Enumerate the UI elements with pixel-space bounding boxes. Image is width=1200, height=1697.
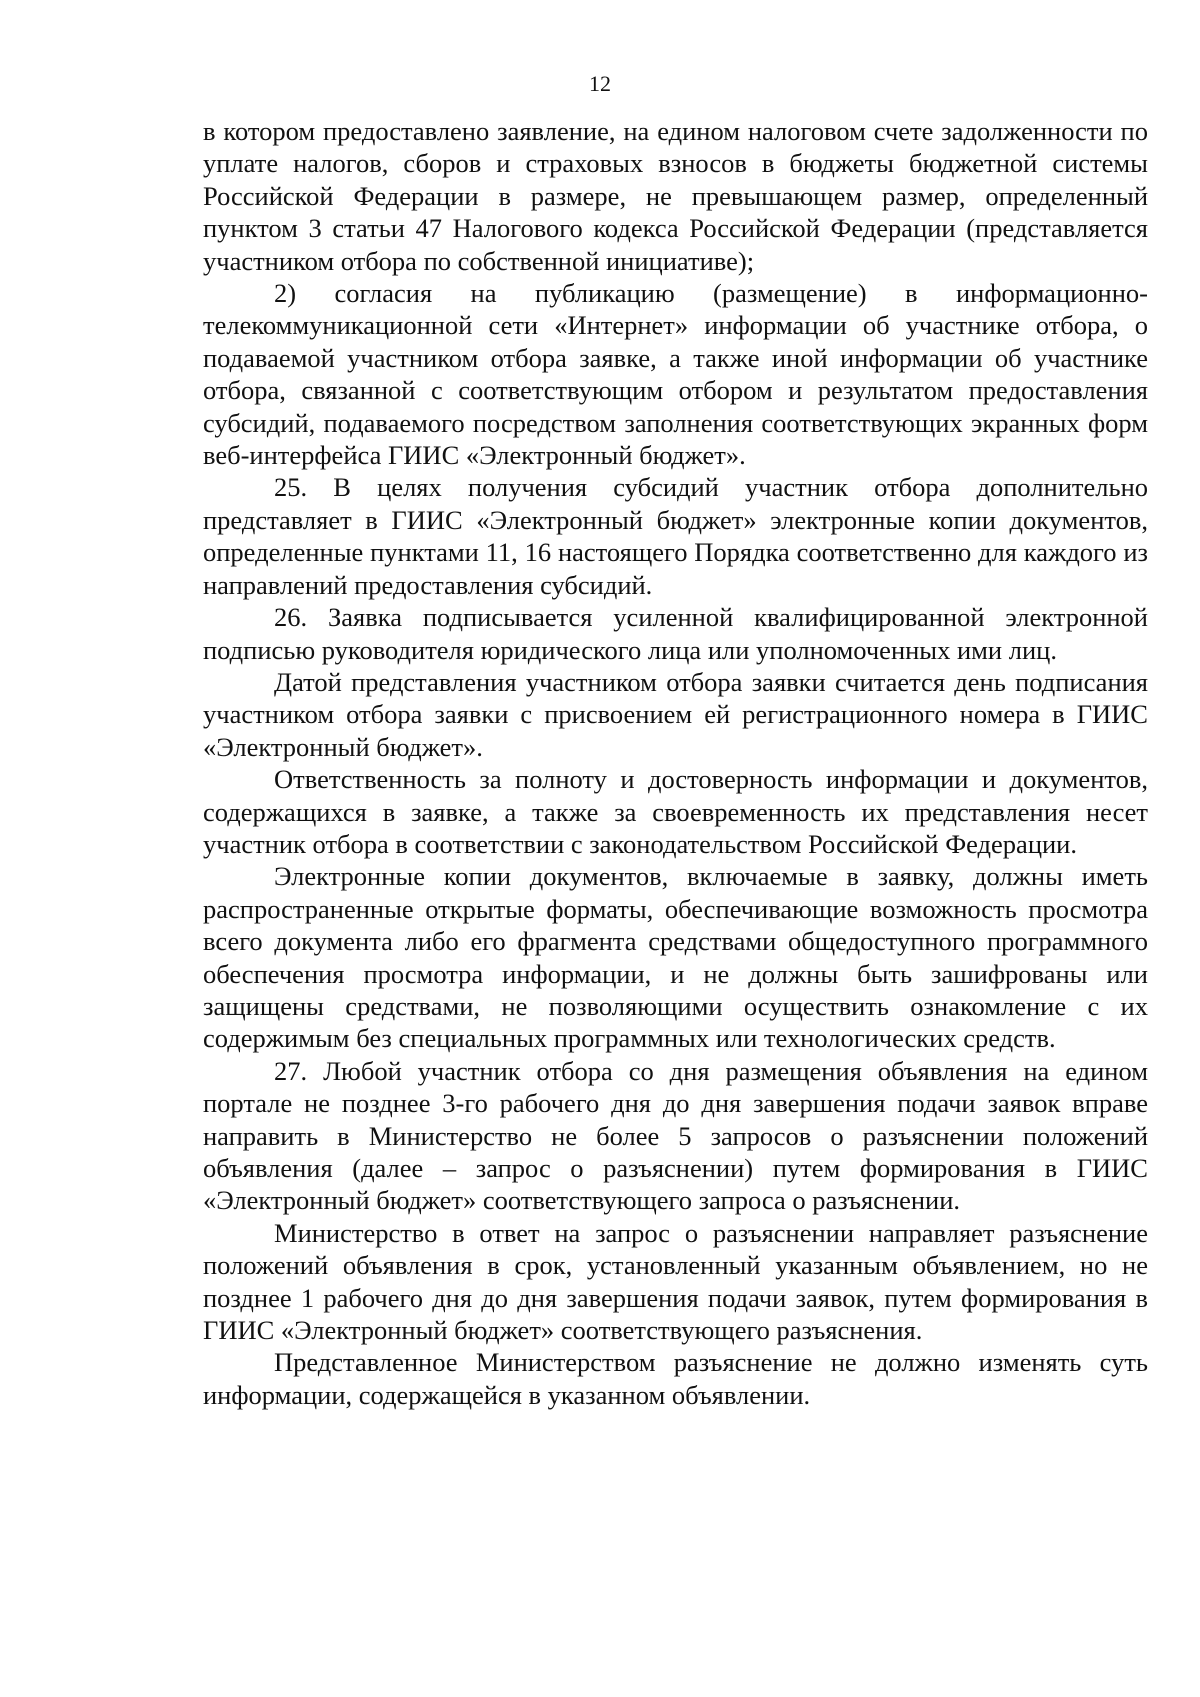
paragraph-electronic-copies: Электронные копии документов, включаемые в заявку, должны иметь распространенные открытые форматы, обеспечивающие возможность просмотра всего документа либо его фрагмента средствами общедоступного программного обеспечения просмотра информации, и не должны быть зашифрованы или защищены средствами, не позволяющими осуществить ознакомление с их содержимым без специальных программных или технологических средств. <box>203 861 1148 1054</box>
paragraph-clause-25: 25. В целях получения субсидий участник отбора дополнительно представляет в ГИИС «Электронный бюджет» электронные копии документов, определенные пунктами 11, 16 настоящего Порядка соответственно для каждого из направлений предоставления субсидий. <box>203 472 1148 600</box>
page-number: 12 <box>589 71 611 96</box>
paragraph-clause-27: 27. Любой участник отбора со дня размещения объявления на едином портале не позднее 3-го рабочего дня до дня завершения подачи заявок вправе направить в Министерство не более 5 запросов о разъяснении положений объявления (далее – запрос о разъяснении) путем формирования в ГИИС «Электронный бюджет» соответствующего запроса о разъяснении. <box>203 1055 1148 1216</box>
paragraph-item-2: 2) согласия на публикацию (размещение) в информационно-телекоммуникационной сети «Интернет» информации об участнике отбора, о подаваемой участником отбора заявке, а также иной информации об участнике отбора, связанной с соответствующим отбором и результатом предоставления субсидий, подаваемого посредством заполнения соответствующих экранных форм веб-интерфейса ГИИС «Электронный бюджет». <box>203 278 1148 471</box>
paragraph-continuation: в котором предоставлено заявление, на едином налоговом счете задолженности по уплате налогов, сборов и страховых взносов в бюджеты бюджетной системы Российской Федерации в размере, не превышающем размер, определенный пунктом 3 статьи 47 Налогового кодекса Российской Федерации (представляется участником отбора по собственной инициативе); <box>203 116 1148 276</box>
paragraph-responsibility: Ответственность за полноту и достоверность информации и документов, содержащихся в заявке, а также за своевременность их представления несет участник отбора в соответствии с законодательством Российской Федерации. <box>203 764 1148 859</box>
document-body <box>203 115 1148 1411</box>
paragraph-ministry-response: Министерство в ответ на запрос о разъяснении направляет разъяснение положений объявления в срок, установленный указанным объявлением, но не позднее 1 рабочего дня до дня завершения подачи заявок, путем формирования в ГИИС «Электронный бюджет» соответствующего разъяснения. <box>203 1217 1148 1346</box>
paragraph-submission-date: Датой представления участником отбора заявки считается день подписания участником отбора заявки с присвоением ей регистрационного номера в ГИИС «Электронный бюджет». <box>203 666 1148 762</box>
paragraph-clarification-limit: Представленное Министерством разъяснение не должно изменять суть информации, содержащейся в указанном объявлении. <box>203 1347 1148 1410</box>
paragraph-clause-26: 26. Заявка подписывается усиленной квалифицированной электронной подписью руководителя юридического лица или уполномоченных ими лиц. <box>203 602 1148 665</box>
